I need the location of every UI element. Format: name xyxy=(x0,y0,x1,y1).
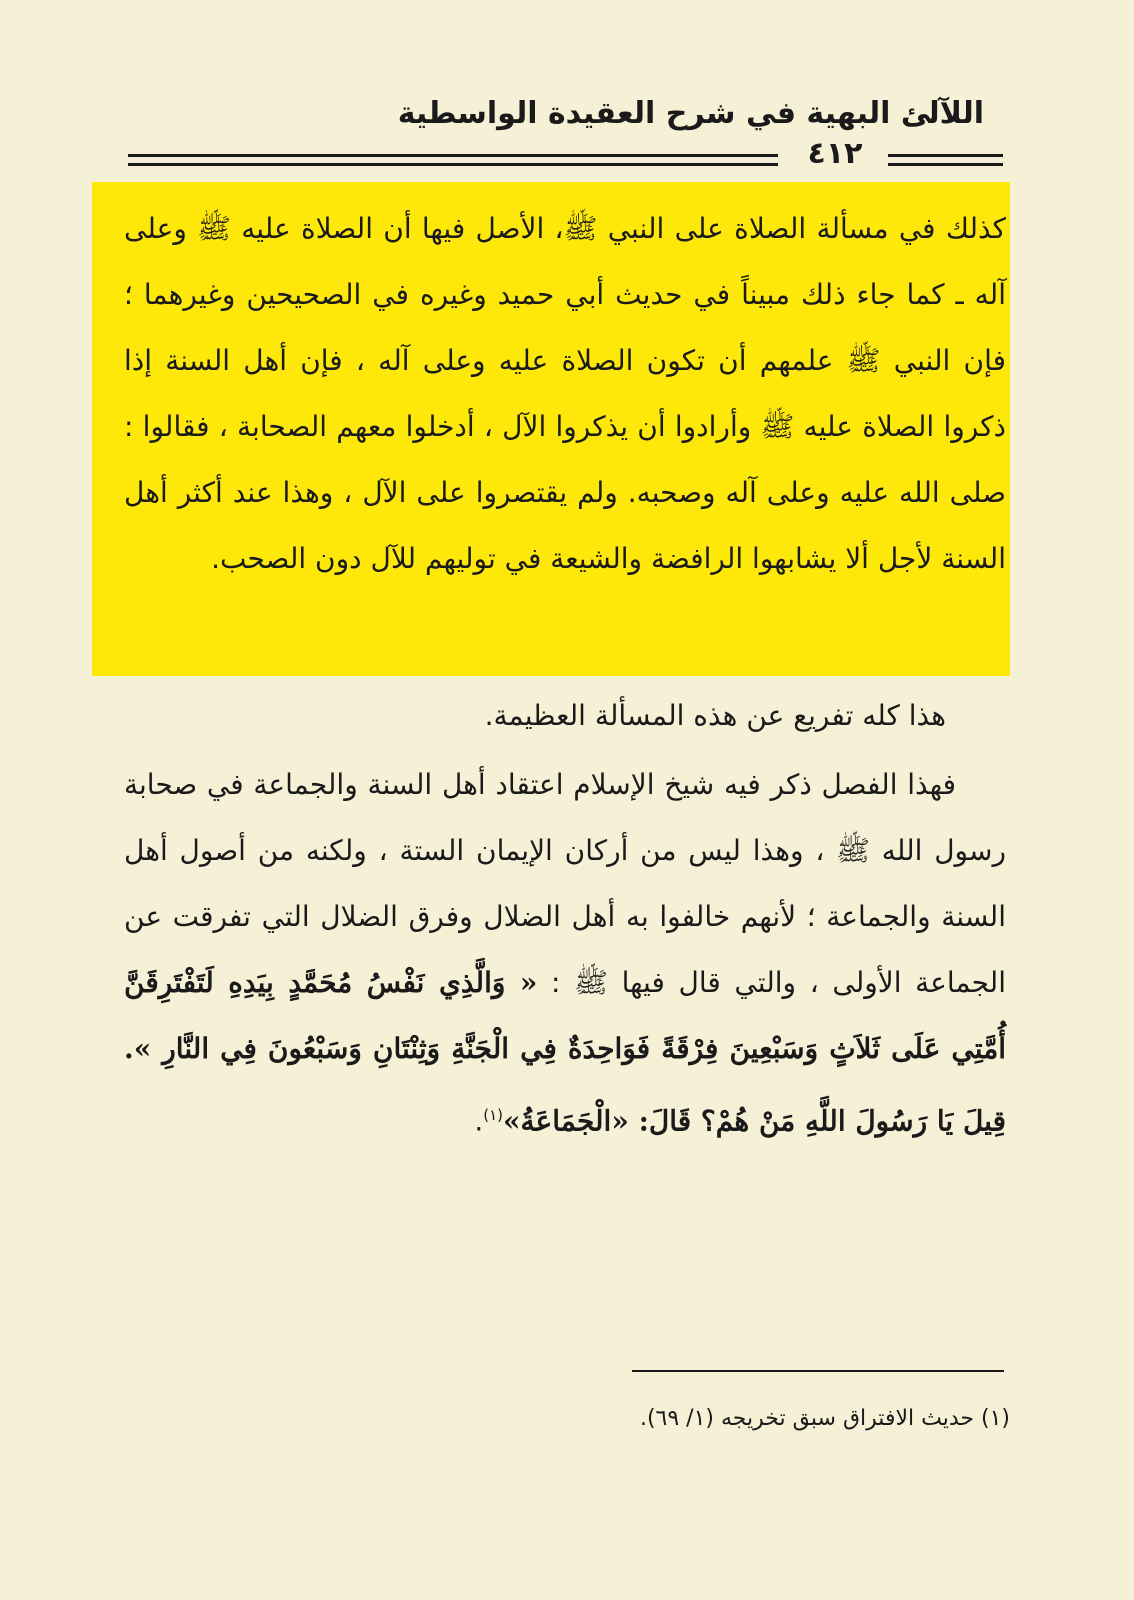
main-paragraph-text: فهذا الفصل ذكر فيه شيخ الإسلام اعتقاد أهل السنة والجماعة في صحابة رسول الله ﷺ ، وهذا ليس من أركان الإيمان الستة ، ولكنه من أصول أهل السنة والجماعة ؛ لأنهم خالفوا به أهل الضلال وفرق الضلال التي تفرقت عن الجماعة الأولى ، والتي قال فيها ﷺ : xyxy=(124,768,1006,999)
page-number: ٤١٢ xyxy=(807,136,863,171)
hadith-quote: « وَالَّذِي نَفْسُ مُحَمَّدٍ بِيَدِهِ لَتَفْتَرِقَنَّ أُمَّتِي عَلَى ثَلاَثٍ وَسَبْعِينَ فِرْقَةً فَوَاحِدَةٌ فِي الْجَنَّةِ وَثِنْتَانِ وَسَبْعُونَ فِي النَّارِ ». قِيلَ يَا رَسُولَ اللَّهِ مَنْ هُمْ؟ قَالَ: «الْجَمَاعَةُ» xyxy=(124,966,1006,1138)
book-title: اللآلئ البهية في شرح العقيدة الواسطية xyxy=(397,96,984,131)
footnote-reference[interactable]: (١) xyxy=(483,1106,504,1124)
conclusion-line: هذا كله تفريع عن هذه المسألة العظيمة. xyxy=(484,699,946,732)
paragraph-end: . xyxy=(474,1104,484,1138)
highlighted-paragraph: كذلك في مسألة الصلاة على النبي ﷺ، الأصل فيها أن الصلاة عليه ﷺ وعلى آله ـ كما جاء ذلك مبيناً في حديث أبي حميد وغيره في الصحيحين وغيرهما ؛ فإن النبي ﷺ علمهم أن تكون الصلاة عليه وعلى آله ، فإن أهل السنة إذا ذكروا الصلاة عليه ﷺ وأرادوا أن يذكروا الآل ، أدخلوا معهم الصحابة ، فقالوا : صلى الله عليه وعلى آله وصحبه. ولم يقتصروا على الآل ، وهذا عند أكثر أهل السنة لأجل ألا يشابهوا الرافضة والشيعة في توليهم للآل دون الصحب. xyxy=(124,212,1006,575)
main-paragraph xyxy=(124,752,1006,1154)
header-rule-left xyxy=(888,154,1003,166)
footnote-divider xyxy=(632,1370,1004,1372)
header-rule-right xyxy=(128,154,778,166)
footnote: (١) حديث الافتراق سبق تخريجه (١/ ٦٩). xyxy=(639,1406,1010,1431)
